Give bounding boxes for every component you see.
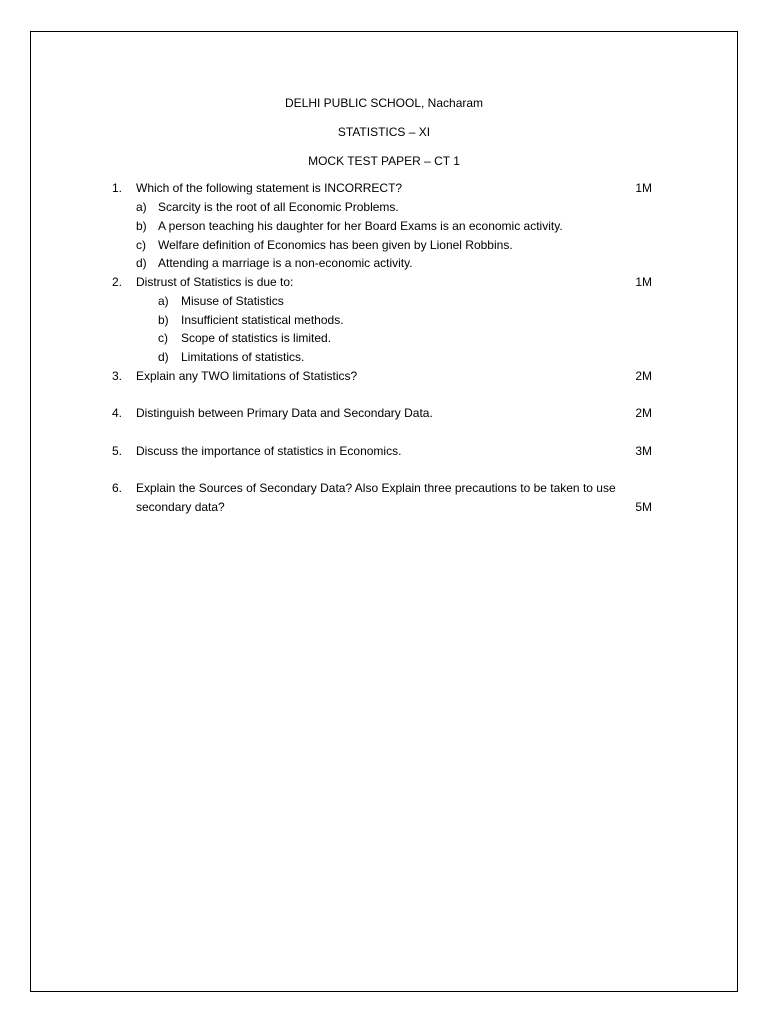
question-4	[0, 404, 768, 422]
option-text: Insufficient statistical methods.	[181, 313, 344, 327]
question-1-option-b	[0, 217, 768, 235]
question-number: 4.	[112, 406, 123, 420]
option-text: Misuse of Statistics	[181, 294, 284, 308]
question-number: 3.	[112, 369, 123, 383]
option-text: Scope of statistics is limited.	[181, 331, 332, 345]
question-2-option-c	[0, 329, 768, 347]
school-name: DELHI PUBLIC SCHOOL, Nacharam	[284, 96, 484, 110]
question-number: 6.	[112, 481, 123, 495]
option-letter: d)	[136, 256, 147, 270]
subject-title: STATISTICS – XI	[337, 125, 431, 139]
option-text: Welfare definition of Economics has been given by Lionel Robbins.	[158, 238, 513, 252]
question-1-option-a	[0, 198, 768, 216]
option-text: Limitations of statistics.	[181, 350, 305, 364]
question-marks: 1M	[635, 181, 652, 195]
question-6	[0, 479, 768, 497]
option-letter: d)	[158, 350, 169, 364]
option-letter: c)	[158, 331, 168, 345]
question-number: 5.	[112, 444, 123, 458]
option-letter: c)	[136, 238, 146, 252]
question-1-option-d	[0, 254, 768, 272]
option-text: Attending a marriage is a non-economic activity.	[158, 256, 413, 270]
question-text: Distinguish between Primary Data and Secondary Data.	[136, 406, 433, 420]
question-3	[0, 367, 768, 385]
question-1-option-c	[0, 236, 768, 254]
question-marks: 1M	[635, 275, 652, 289]
question-text: Discuss the importance of statistics in Economics.	[136, 444, 402, 458]
question-text: Which of the following statement is INCORRECT?	[136, 181, 403, 195]
option-text: A person teaching his daughter for her Board Exams is an economic activity.	[158, 219, 563, 233]
option-text: Scarcity is the root of all Economic Problems.	[158, 200, 399, 214]
question-5	[0, 442, 768, 460]
question-2-option-a	[0, 292, 768, 310]
question-marks: 3M	[635, 444, 652, 458]
question-2	[0, 273, 768, 291]
question-marks: 2M	[635, 369, 652, 383]
question-text: Explain any TWO limitations of Statistics?	[136, 369, 358, 383]
option-letter: a)	[136, 200, 147, 214]
question-marks: 2M	[635, 406, 652, 420]
question-marks: 5M	[635, 500, 652, 514]
option-letter: b)	[136, 219, 147, 233]
question-number: 1.	[112, 181, 123, 195]
question-number: 2.	[112, 275, 123, 289]
question-2-option-b	[0, 311, 768, 329]
option-letter: a)	[158, 294, 169, 308]
option-letter: b)	[158, 313, 169, 327]
question-text: Distrust of Statistics is due to:	[136, 275, 294, 289]
question-text: Explain the Sources of Secondary Data? Also Explain three precautions to be taken to use	[136, 481, 616, 495]
question-6-continuation	[0, 498, 768, 516]
paper-title: MOCK TEST PAPER – CT 1	[308, 154, 460, 168]
question-text-continued: secondary data?	[136, 500, 225, 514]
question-2-option-d	[0, 348, 768, 366]
question-1	[0, 179, 768, 197]
